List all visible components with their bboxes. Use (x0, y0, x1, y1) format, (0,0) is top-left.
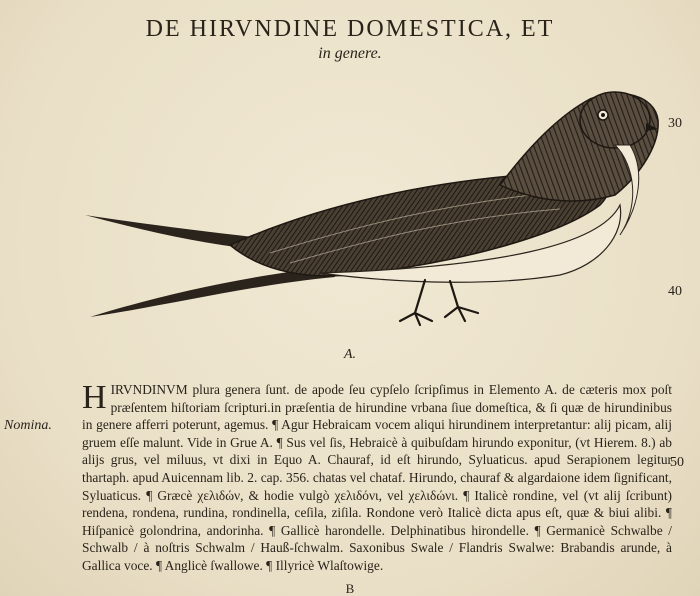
drop-cap: H (82, 379, 107, 416)
signature-mark: B (345, 581, 355, 596)
margin-note-nomina: Nomina. (4, 418, 52, 433)
body-text (82, 381, 672, 575)
body-paragraph: IRVNDINVM plura genera ſunt. de apode ſeu cypſelo ſcripſimus in Elemento A. de cæteris mox poſt præſentem hiſtoriam ſcripturi.in præſentia de hirundine vrbana ſiue domeſtica, & ſi quæ de hirundinibus in genere afferri poterunt, agemus. ¶ Agur Hebraicam vocem aliqui hirundinem interpretantur: alij picam, alij gruem eſſe malunt. Vide in Grue A. ¶ Sus vel ſis, Hebraicè à quibuſdam hirundo exponitur, (vt Hierem. 8.) ab alijs grus, vel miluus, vt dixi in Equo A. Chauraf, id eſt hirundo, Syluaticus. apud Serapionem legitur thartaph. apud Auicennam lib. 2. cap. 356. chatas vel chataf. Hirundo, chauraf & algardaione idem ſignificant, Syluaticus. ¶ Græcè χελιδών, & hodie vulgò χελιδόνι, vel χελιδώνι. ¶ Italicè rondine, vel (vt alij ſcribunt) rendena, rondena, rundina, rondinella, ceſila, ziſila. Rondone verò Italicè dicta apus eſt, quæ & biui alibi. ¶ Hiſpanicè golondrina, andorinha. ¶ Gallicè harondelle. Delphinatibus hirondelle. ¶ Germanicè Schwalbe / Schwalb / à noſtris Schwalm / Hauß-ſchwalm. Saxonibus Swale / Flandris Swalwe: Brabandis arunde, à Gallica voce. ¶ Anglicè ſwallowe. ¶ Illyricè Wlaſtowige. (82, 382, 672, 573)
margin-line-number-40: 40 (668, 284, 682, 299)
margin-line-number-30: 30 (668, 116, 682, 131)
figure-label: A. (343, 347, 357, 362)
page-subtitle: in genere. (318, 45, 382, 62)
margin-line-number-50: 50 (670, 455, 684, 470)
page-title: DE HIRVNDINE DOMESTICA, ET (145, 16, 555, 42)
swallow-woodcut-illustration (80, 85, 660, 345)
